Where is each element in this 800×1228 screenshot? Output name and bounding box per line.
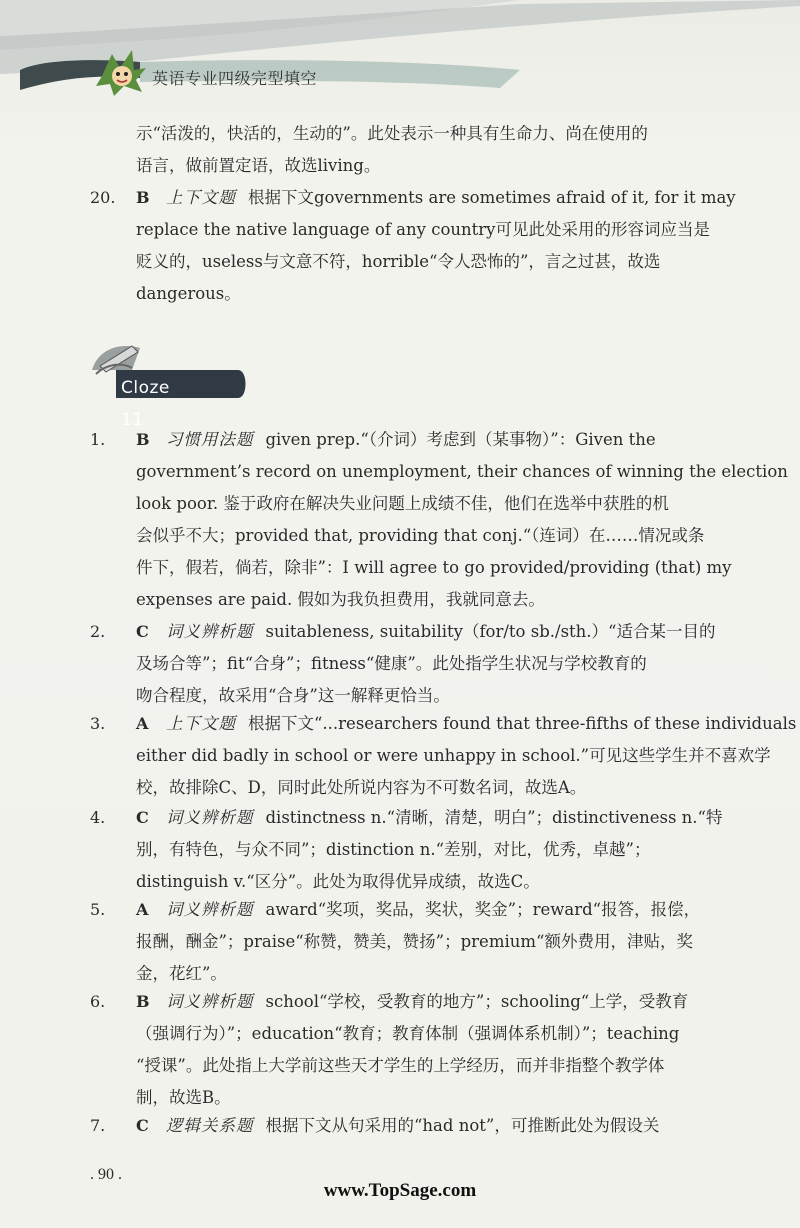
text-line: 别，有特色，与众不同”；distinction n.“差别，对比，优秀，卓越”； (136, 840, 651, 859)
item-number: 4. (90, 808, 106, 827)
text-line: replace the native language of any country可见此处采用的形容词应当是 (136, 220, 710, 239)
page-number: . 90 . (90, 1166, 122, 1183)
text-line: 报酬，酬金”；praise“称赞，赞美，赞扬”；premium“额外费用，津贴，奖 (136, 932, 693, 951)
item-1-first-line (166, 424, 776, 456)
text-line: school“学校，受教育的地方”；schooling“上学，受教育 (265, 992, 689, 1011)
item-number: 2. (90, 622, 106, 641)
question-category: 上下文题 (166, 714, 236, 733)
answer-letter: B (136, 188, 150, 207)
text-line: 件下，假若，倘若，除非”：I will agree to go provided/providing (that) my (136, 558, 732, 577)
item-number: 6. (90, 992, 106, 1011)
question-category: 逻辑关系题 (166, 1116, 254, 1135)
text-line: 语言，做前置定语，故选living。 (136, 156, 381, 175)
answer-letter: B (136, 430, 150, 449)
item-2-body (136, 648, 776, 712)
text-line: 吻合程度，故采用“合身”这一解释更恰当。 (136, 686, 450, 705)
text-line: 及场合等”；fit“合身”；fitness“健康”。此处指学生状况与学校教育的 (136, 654, 647, 673)
item-6-body (136, 1018, 776, 1114)
item-number: 1. (90, 430, 106, 449)
text-line: either did badly in school or were unhappy in school.”可见这些学生并不喜欢学 (136, 746, 771, 765)
item-3-body (136, 740, 776, 804)
text-line: 贬义的，useless与文意不符，horrible“令人恐怖的”，言之过甚，故选 (136, 252, 661, 271)
question-category: 习惯用法题 (166, 430, 254, 449)
answer-letter: A (136, 900, 149, 919)
book-title: 英语专业四级完型填空 (152, 69, 318, 88)
text-line: 会似乎不大；provided that, providing that conj.“（连词）在……情况或条 (136, 526, 705, 545)
answer-letter: A (136, 714, 149, 733)
item-number: 5. (90, 900, 106, 919)
text-line: distinctness n.“清晰，清楚，明白”；distinctiveness n.“特 (265, 808, 723, 827)
text-line: suitableness, suitability（for/to sb./sth.）“适合某一目的 (265, 622, 716, 641)
footer-url[interactable]: www.TopSage.com (323, 1180, 477, 1201)
item-4-body (136, 834, 776, 898)
text-line: dangerous。 (136, 284, 241, 303)
question-category: 词义辨析题 (166, 808, 254, 827)
text-line: expenses are paid. 假如为我负担费用，我就同意去。 (136, 590, 545, 609)
text-line: 金，花红”。 (136, 964, 227, 983)
continuation-paragraph (136, 118, 776, 182)
answer-letter: B (136, 992, 150, 1011)
question-category: 词义辨析题 (166, 622, 254, 641)
text-line: （强调行为）”；education“教育；教育体制（强调体系机制）”；teaching (136, 1024, 680, 1043)
text-line: 根据下文governments are sometimes afraid of it, for it may (248, 188, 736, 207)
item-7-first-line (166, 1110, 776, 1142)
item-6-first-line (166, 986, 776, 1018)
text-line: look poor. 鉴于政府在解决失业问题上成绩不佳，他们在选举中获胜的机 (136, 494, 669, 513)
text-line: distinguish v.“区分”。此处为取得优异成绩，故选C。 (136, 872, 540, 891)
item-number: 20. (90, 188, 116, 207)
text-line: 根据下文“...researchers found that three-fifths of these individuals (248, 714, 797, 733)
question-category: 上下文题 (166, 188, 236, 207)
item-1-body (136, 456, 788, 616)
answer-letter: C (136, 1116, 149, 1135)
item-2-first-line (166, 616, 776, 648)
item-20-first-line (166, 182, 776, 214)
answer-letter: C (136, 808, 149, 827)
text-line: 根据下文从句采用的“had not”，可推断此处为假设关 (265, 1116, 660, 1135)
item-5-body (136, 926, 776, 990)
item-number: 7. (90, 1116, 106, 1135)
section-title: Cloze 11 (121, 378, 170, 430)
text-line: award“奖项，奖品，奖状，奖金”；reward“报答，报偿， (265, 900, 701, 919)
mascot-icon (92, 46, 148, 98)
text-line: 制，故选B。 (136, 1088, 231, 1107)
item-5-first-line (166, 894, 776, 926)
text-line: 校，故排除C、D，同时此处所说内容为不可数名词，故选A。 (136, 778, 587, 797)
item-20-body (136, 214, 776, 310)
answer-letter: C (136, 622, 149, 641)
text-line: “授课”。此处指上大学前这些天才学生的上学经历，而并非指整个教学体 (136, 1056, 665, 1075)
item-4-first-line (166, 802, 776, 834)
item-3-first-line (166, 708, 797, 740)
text-line: government’s record on unemployment, their chances of winning the election (136, 462, 788, 481)
text-line: 示“活泼的，快活的，生动的”。此处表示一种具有生命力、尚在使用的 (136, 124, 648, 143)
question-category: 词义辨析题 (166, 992, 254, 1011)
text-line: given prep.“（介词）考虑到（某事物）”：Given the (265, 430, 656, 449)
question-category: 词义辨析题 (166, 900, 254, 919)
item-number: 3. (90, 714, 106, 733)
